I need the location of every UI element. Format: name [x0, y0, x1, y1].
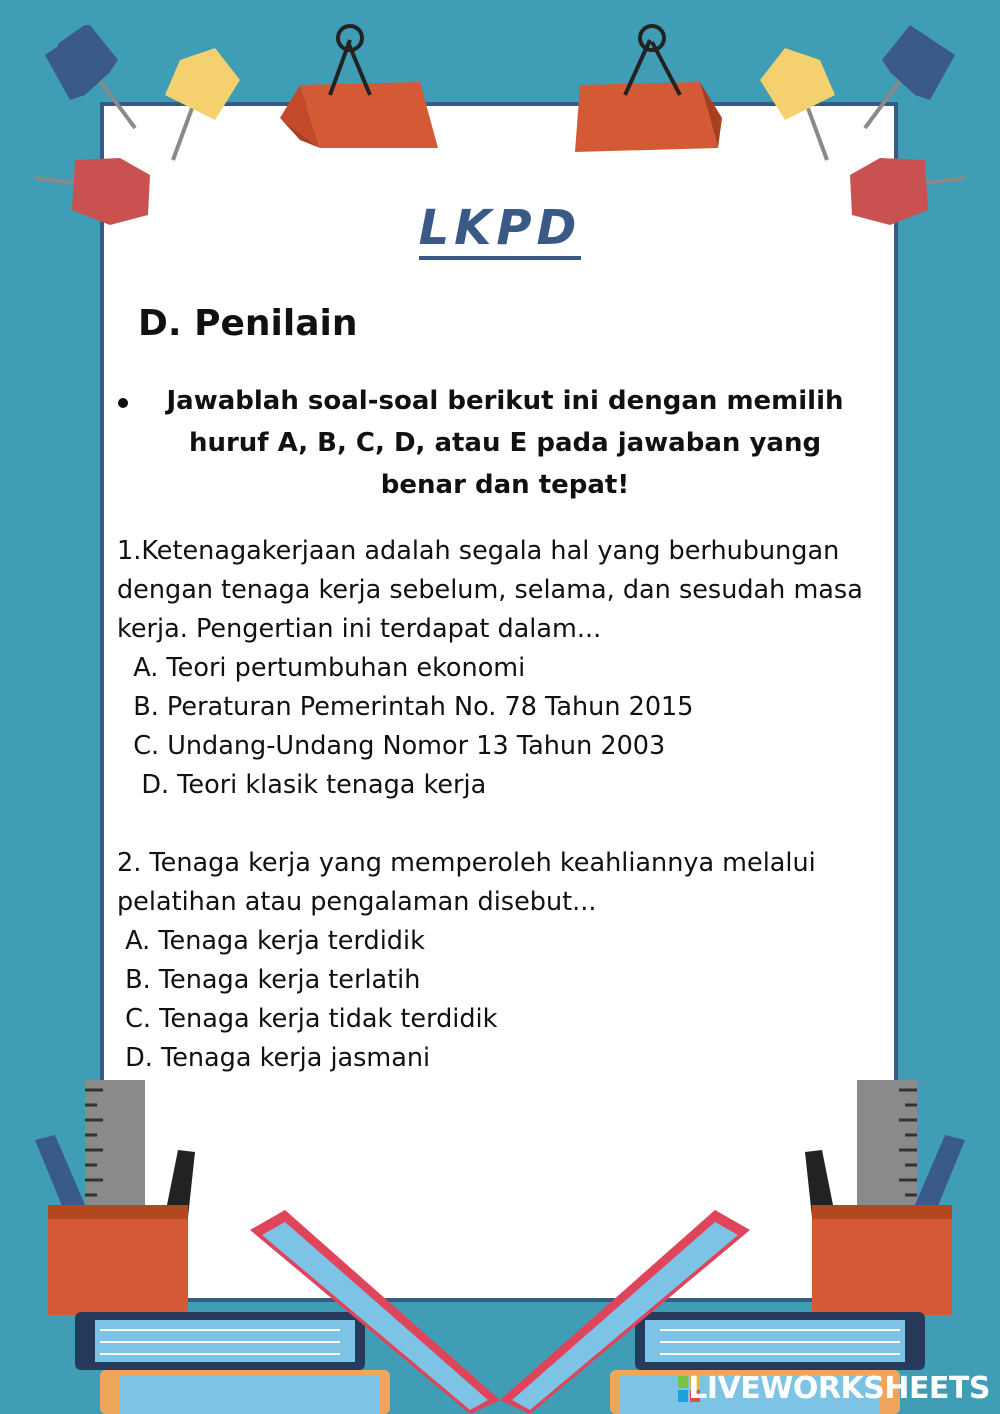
answer-option-b[interactable]: B. Peraturan Pemerintah No. 78 Tahun 2015: [117, 692, 694, 722]
section-heading: D. Penilain: [138, 303, 358, 344]
answer-option-d[interactable]: D. Teori klasik tenaga kerja: [117, 770, 487, 800]
question-stem-line: pelatihan atau pengalaman disebut...: [117, 887, 597, 917]
question-stem-line: dengan tenaga kerja sebelum, selama, dan sesudah masa: [117, 575, 863, 605]
question-1: [117, 532, 892, 805]
answer-option-c[interactable]: C. Tenaga kerja tidak terdidik: [117, 1004, 498, 1034]
watermark: LIVEWORKSHEETS: [688, 1371, 990, 1406]
books-icon: [75, 1312, 390, 1414]
answer-option-a[interactable]: A. Tenaga kerja terdidik: [117, 926, 425, 956]
answer-option-b[interactable]: B. Tenaga kerja terlatih: [117, 965, 421, 995]
pencil-cup-icon: [805, 1080, 965, 1315]
bullet-icon: [118, 398, 128, 408]
answer-option-d[interactable]: D. Tenaga kerja jasmani: [117, 1043, 431, 1073]
pencil-cup-icon: [35, 1080, 195, 1315]
question-stem-line: kerja. Pengertian ini terdapat dalam...: [117, 614, 602, 644]
push-pin-icon: [45, 23, 135, 128]
answer-option-c[interactable]: C. Undang-Undang Nomor 13 Tahun 2003: [117, 731, 666, 761]
push-pin-icon: [865, 25, 955, 128]
binder-clip-icon: [575, 26, 722, 152]
worksheet-title: LKPD: [0, 200, 1000, 256]
instruction-line: benar dan tepat!: [380, 470, 630, 500]
question-2: [117, 844, 892, 1078]
push-pin-icon: [760, 48, 835, 160]
binder-clip-icon: [280, 26, 438, 148]
answer-option-a[interactable]: A. Teori pertumbuhan ekonomi: [117, 653, 526, 683]
push-pin-icon: [165, 48, 240, 160]
instruction-text: [140, 380, 870, 506]
instruction-line: Jawablah soal-soal berikut ini dengan memilih: [166, 386, 844, 416]
question-stem-line: 1.Ketenagakerjaan adalah segala hal yang berhubungan: [117, 536, 840, 566]
instruction-line: huruf A, B, C, D, atau E pada jawaban yang: [188, 428, 822, 458]
question-stem-line: 2. Tenaga kerja yang memperoleh keahliannya melalui: [117, 848, 816, 878]
